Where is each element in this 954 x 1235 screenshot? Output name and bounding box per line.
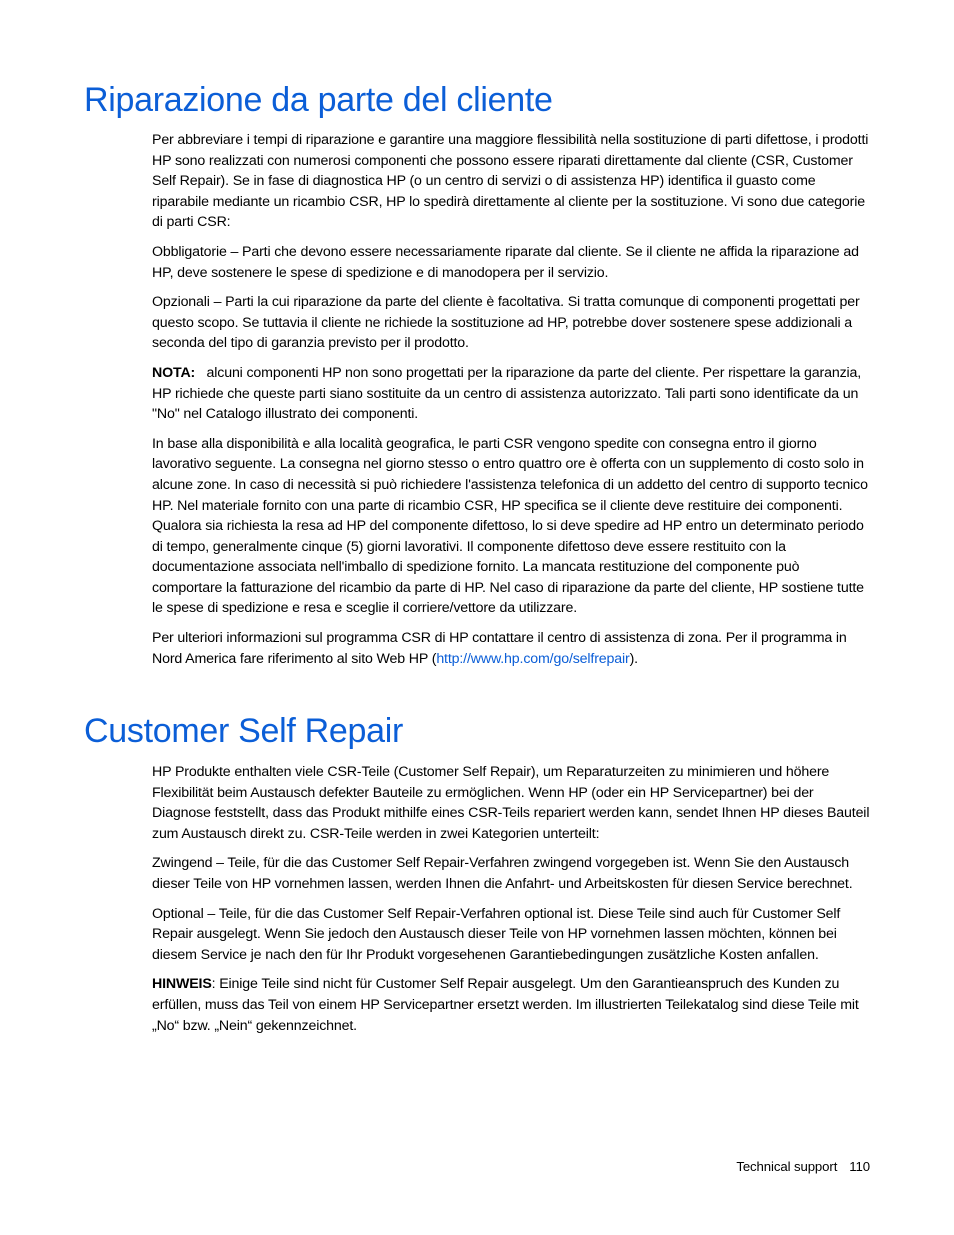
hinweis-label: HINWEIS — [152, 976, 212, 993]
paragraph-obbligatorie: Obbligatorie – Parti che devono essere necessariamente riparate dal cliente. Se il cliente ne affida la riparazione ad HP, deve sostenere le spese di spedizione e di manodopera per il servizio. — [152, 243, 859, 281]
selfrepair-link[interactable]: http://www.hp.com/go/selfrepair — [436, 650, 630, 667]
paragraph-intro: Per abbreviare i tempi di riparazione e garantire una maggiore flessibilità nella sostituzione di parti difettose, i prodotti HP sono realizzati con numerosi componenti che possono essere riparati direttamente dal cliente (CSR, Customer Self Repair). Se in fase di diagnostica HP (o un centro di servizi o di assistenza HP) identifica il guasto come riparabile mediante un ricambio CSR, HP lo spedirà direttamente al cliente per la sostituzione. Vi sono due categorie di parti CSR: — [152, 132, 869, 231]
paragraph-text-after-link: ). — [629, 650, 638, 667]
paragraph-produkte: HP Produkte enthalten viele CSR-Teile (Customer Self Repair), um Reparaturzeiten zu minimieren und höhere Flexibilität beim Austausch defekter Bauteile zu ermöglichen. Wenn HP (oder ein HP Servicepartner) bei der Diagnose feststellt, dass das Produkt mithilfe eines CSR-Teils repariert werden kann, sendet Ihnen HP dieses Bauteil zum Austausch direkt zu. CSR-Teile werden in zwei Kategorien unterteilt: — [152, 764, 870, 842]
section-title-customer-self-repair: Customer Self Repair — [84, 712, 404, 750]
note-text: alcuni componenti HP non sono progettati per la riparazione da parte del cliente. Per rispettare la garanzia, HP richiede che queste parti siano sostituite da un centro di assistenza autorizzato. Tali parti sono identificate da un "No" nel Catalogo illustrato dei componenti. — [152, 364, 862, 423]
paragraph-opzionali: Opzionali – Parti la cui riparazione da parte del cliente è facoltativa. Si tratta comunque di componenti progettati per questo scopo. Se tuttavia il cliente ne richiede la sostituzione ad HP, potrebbe dover sostenere spese addizionali a seconda del tipo di garanzia previsto per il prodotto. — [152, 294, 860, 352]
section-title-riparazione: Riparazione da parte del cliente — [84, 81, 553, 119]
paragraph-ulteriori-informazioni — [152, 628, 872, 669]
hinweis-text: : Einige Teile sind nicht für Customer Self Repair ausgelegt. Um den Garantieanspruch des Kunden zu erfüllen, muss das Teil von einem HP Servicepartner ersetzt werden. Im illustrierten Teilekatalog sind diese Teile mit „No“ bzw. „Nein“ gekennzeichnet. — [152, 976, 859, 1034]
paragraph-zwingend: Zwingend – Teile, für die das Customer Self Repair-Verfahren zwingend vorgegeben ist. Wenn Sie den Austausch dieser Teile von HP vornehmen lassen, werden Ihnen die Anfahrt- und Arbeitskosten für diesen Service berechnet. — [152, 855, 853, 892]
section-body-riparazione — [152, 130, 872, 678]
page-footer — [736, 1158, 870, 1176]
page-number: 110 — [849, 1159, 870, 1174]
note-label: NOTA: — [152, 364, 196, 381]
paragraph-optional: Optional – Teile, für die das Customer Self Repair-Verfahren optional ist. Diese Teile sind auch für Customer Self Repair ausgelegt. Wenn Sie jedoch den Austausch dieser Teile von HP vornehmen lassen möchten, können bei diesem Service je nach den für Ihr Produkt vorgesehenen Garantiebedingungen zusätzliche Kosten anfallen. — [152, 905, 841, 963]
hinweis-paragraph — [152, 974, 872, 1036]
footer-label: Technical support — [736, 1159, 838, 1174]
note-paragraph — [152, 363, 872, 425]
section-body-customer-self-repair — [152, 762, 872, 1045]
paragraph-text-before-link: Per ulteriori informazioni sul programma CSR di HP contattare il centro di assistenza di zona. Per il programma in Nord America fare riferimento al sito Web HP ( — [152, 630, 847, 667]
paragraph-disponibilita: In base alla disponibilità e alla località geografica, le parti CSR vengono spedite con consegna entro il giorno lavorativo seguente. La consegna nel giorno stesso o entro quattro ore è offerta con un supplemento di costo solo in alcune zone. In caso di necessità si può richiedere l'assistenza telefonica di un addetto del centro di supporto tecnico HP. Nel materiale fornito con una parte di ricambio CSR, HP specifica se il cliente deve restituire dei componenti. Qualora sia richiesta la resa ad HP del componente difettoso, lo si deve spedire ad HP entro un determinato periodo di tempo, generalmente cinque (5) giorni lavorativi. Il componente difettoso deve essere restituito con la documentazione associata nell'imballo di spedizione fornito. La mancata restituzione del componente può comportare la fatturazione del ricambio da parte di HP. Nel caso di riparazione da parte del cliente, HP sostiene tutte le spese di spedizione e resa e sceglie il corriere/vettore da utilizzare. — [152, 435, 868, 617]
